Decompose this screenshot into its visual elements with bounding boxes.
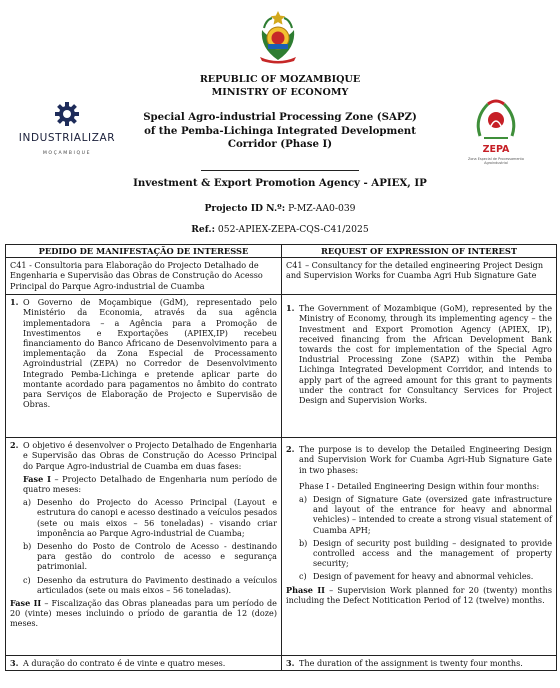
- zepa-emblem-icon: [466, 96, 526, 144]
- sapz-line-1: Special Agro-industrial Processing Zone (SAPZ): [143, 111, 417, 123]
- phase-1-english: Phase I - Detailed Engineering Design within four months:: [299, 480, 540, 491]
- title-portuguese: C41 - Consultoria para Elaboração do Projecto Detalhado de Engenharia e Supervisão das Obras de Construção do Acesso Principal do Parque Agro-industrial de Cuamba: [6, 258, 282, 295]
- column-header-portuguese: PEDIDO DE MANIFESTAÇÃO DE INTERESSE: [6, 245, 282, 258]
- industrializar-logo: [8, 102, 126, 162]
- paragraph-2-intro-portuguese: O objetivo é desenvolver o Projecto Detalhado de Engenharia e Supervisão das Obras de Construção do Acesso Principal do Parque Agro-industrial de Cuamba em duas fases:: [23, 440, 277, 471]
- phase-2-portuguese: Fase II – Fiscalização das Obras planeadas para um período de 20 (vinte) meses incluindo o príodo de garantia de 12 (doze) meses.: [10, 598, 277, 629]
- paragraph-2-intro-english: The purpose is to develop the Detailed Engineering Design and Supervision Work for Cuamba Agri-Hub Signature Gate in two phases:: [299, 444, 552, 475]
- project-id-line: [0, 203, 560, 214]
- paragraph-number: 2.: [286, 444, 295, 455]
- project-heading: [140, 111, 420, 152]
- paragraph-3-english: The duration of the assignment is twenty four months.: [299, 658, 523, 669]
- paragraph-3-english-cell: [282, 656, 557, 671]
- sapz-line-3: Corridor (Phase I): [227, 138, 333, 150]
- phase-2-english: Phase II – Supervision Work planned for 20 (twenty) months including the Defect Notitication Period of 12 (twelve) months.: [286, 584, 552, 605]
- paragraph-number: 3.: [286, 658, 295, 669]
- industrializar-wordmark: INDUSTRIALIZAR: [18, 132, 116, 144]
- reference-line: [0, 224, 560, 235]
- paragraph-1-english-cell: [282, 295, 557, 438]
- agency-name: Investment & Export Promotion Agency - APIEX, IP: [133, 177, 427, 189]
- industrializar-subtitle: MOÇAMBIQUE: [42, 151, 92, 156]
- project-id-value: P-MZ-AA0-039: [288, 203, 356, 214]
- table-row-paragraph-3: [6, 656, 557, 671]
- letterhead: [0, 0, 560, 244]
- column-header-english: REQUEST OF EXPRESSION OF INTEREST: [282, 245, 557, 258]
- paragraph-number: 3.: [10, 658, 19, 669]
- gear-icon: [55, 102, 79, 126]
- list-item: c) Desenho da estrutura do Pavimento destinado a veículos articulados (sete ou mais eixos – 56 toneladas).: [23, 574, 277, 595]
- table-row-paragraph-2: [6, 438, 557, 656]
- list-item: a) Desenho do Projecto do Acesso Principal (Layout e estrutura do canopi e acesso destinado a veículos pesados (sete ou mais eixos – 56 toneladas) - visando criar imponência ao Parque Agro-industrial de Cuamba;: [23, 497, 277, 538]
- zepa-subtitle: Zona Especial de Processamento Agroindustrial: [468, 157, 524, 165]
- list-item: c) Design of pavement for heavy and abnormal vehicles.: [299, 571, 534, 582]
- table-header-row: [6, 245, 557, 258]
- project-id-label: Projecto ID N.º:: [204, 203, 286, 214]
- table-row-title: [6, 258, 557, 295]
- list-item: b) Design of security post building – designated to provide controlled access and the management of property security;: [299, 537, 552, 569]
- paragraph-3-portuguese: A duração do contrato é de vinte e quatro meses.: [23, 658, 226, 669]
- list-item: a) Design of Signature Gate (oversized gate infrastructure and layout of the entrance for heavy and abnormal vehicles) – intended to create a strong visual statement of Cuamba APH;: [299, 494, 552, 535]
- table-row-paragraph-1: [6, 295, 557, 438]
- national-emblem-icon: [254, 8, 302, 64]
- paragraph-3-portuguese-cell: [6, 656, 282, 671]
- zepa-wordmark: ZEPA: [482, 144, 510, 155]
- paragraph-number: 1.: [286, 303, 295, 314]
- paragraph-number: 1.: [10, 297, 19, 308]
- phase-1-portuguese: Fase I – Projecto Detalhado de Engenharia num período de quatro meses:: [23, 473, 277, 495]
- list-item: b) Desenho do Posto de Controlo de Acesso - destinando para gestão do controlo de acesso e segurança patrimonial.: [23, 541, 277, 572]
- paragraph-1-portuguese-cell: [6, 295, 282, 438]
- republic-text: REPUBLIC OF MOZAMBIQUE: [199, 74, 361, 85]
- paragraph-number: 2.: [10, 440, 19, 451]
- paragraph-2-portuguese-cell: [6, 438, 282, 656]
- reference-value: 052-APIEX-ZEPA-CQS-C41/2025: [217, 224, 369, 235]
- paragraph-1-portuguese: O Governo de Moçambique (GdM), representado pelo Ministério da Economia, através da sua agência implementadora – a Agência para a Promoção de Investimentos e Exportações (APIEX,IP) recebeu financiamento do Banco Africano de Desenvolvimento para a implementação da Zona Especial de Processamento Agroindustrial (ZEPA) no Corredor de Desenvolvimento Integrado Pemba-Lichinga e pretende aplicar parte do montante acordado para pagamentos no âmbito do contrato para Serviços de Elaboração de Projecto e Supervisão de Obras.: [23, 297, 277, 410]
- ministry-text: MINISTRY OF ECONOMY: [211, 87, 349, 98]
- zepa-logo: [466, 96, 526, 165]
- paragraph-1-english: The Government of Mozambique (GoM), represented by the Ministry of Economy, through its implementing agency – the Investment and Export Promotion Agency (APIEX, IP), received financing from the African Development Bank towards the cost for implementation of the Special Agro Industrial Processing Zone (SAPZ) within the Pemba Lichinga Integrated Development Corridor, and intends to apply part of the agreed amount for this grant to payments under the contract for Consultancy Services for Project Design and Supervision Works.: [299, 303, 552, 406]
- title-english: C41 – Consultancy for the detailed engineering Project Design and Supervision Works for Cuamba Agri Hub Signature Gate: [282, 258, 557, 295]
- paragraph-2-english-cell: [282, 438, 557, 656]
- heading-divider: [201, 170, 359, 171]
- eoi-table: [5, 244, 557, 671]
- sapz-line-2: of the Pemba-Lichinga Integrated Development: [144, 124, 416, 137]
- reference-label: Ref.:: [191, 224, 215, 235]
